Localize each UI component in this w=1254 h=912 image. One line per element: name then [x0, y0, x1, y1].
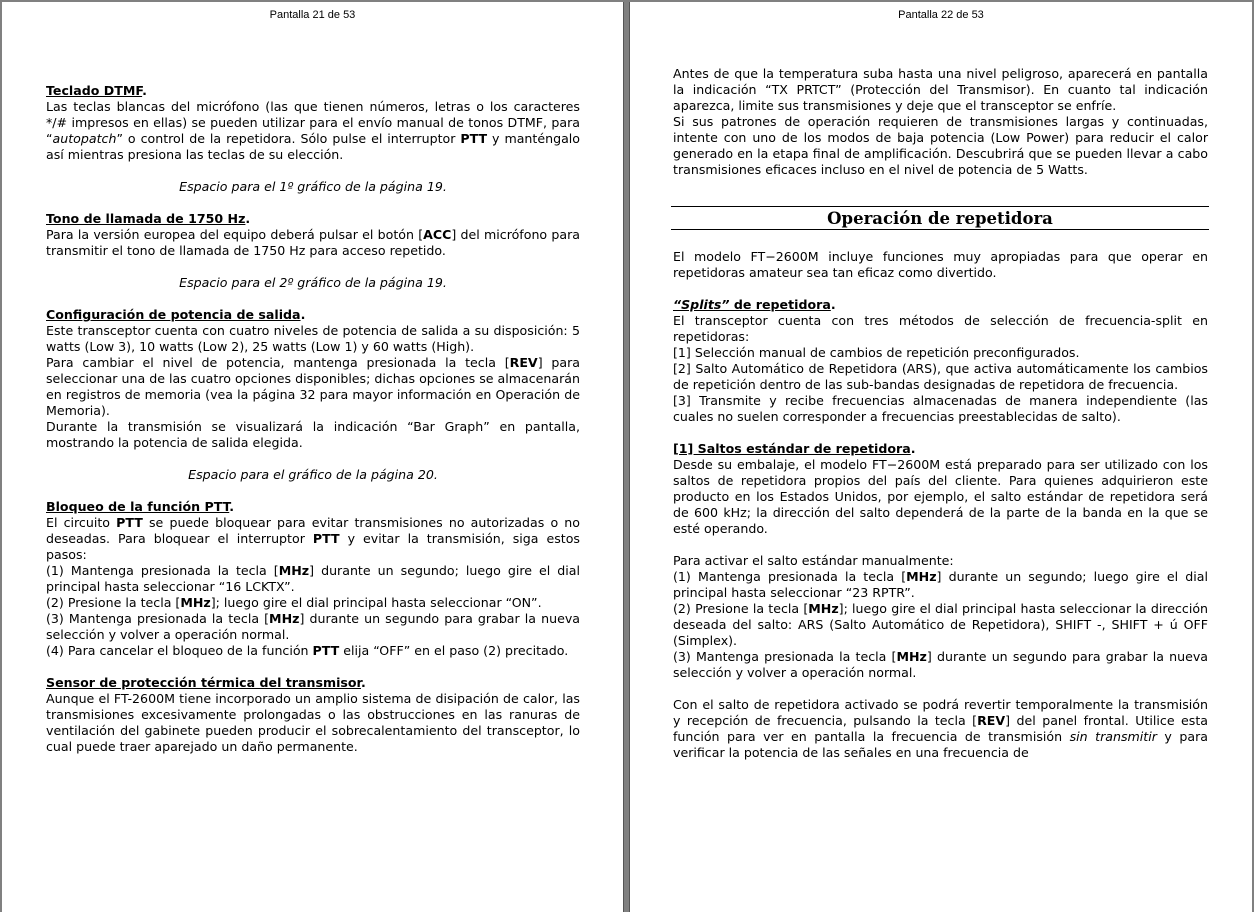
page-header-right: Pantalla 22 de 53 — [898, 9, 984, 21]
ptt-lock-step-3: (3) Mantenga presionada la tecla [MHz] durante un segundo para grabar la nueva selección y volver a operación normal. — [46, 611, 580, 642]
ptt-lock-paragraph: El circuito PTT se puede bloquear para evitar transmisiones no autorizadas o no deseadas. Para bloquear el interruptor PTT y evitar la transmisión, siga estos pasos: — [46, 515, 580, 562]
left-page — [2, 2, 624, 912]
right-page — [629, 2, 1252, 912]
standard-paragraph-3: Con el salto de repetidora activado se podrá revertir temporalmente la transmisión y recepción de frecuencia, pulsando la tecla [REV] del panel frontal. Utilice esta función para ver en pantalla la frecuencia de transmisión sin transmitir y para verificar la potencia de las señales en una frecuencia de — [673, 697, 1208, 760]
graphic-placeholder-2: Espacio para el 2º gráfico de la página 19. — [179, 275, 447, 290]
section-title: Operación de repetidora — [671, 206, 1209, 230]
thermal-cont-paragraph-2: Si sus patrones de operación requieren de transmisiones largas y continuadas, intente con uno de los modos de baja potencia (Low Power) para reducir el calor generado en la etapa final de amplificación. Descubrirá que se pueden llevar a cabo transmisiones eficaces incluso en el nivel de potencia de 5 Watts. — [673, 114, 1208, 177]
power-paragraph-3: Durante la transmisión se visualizará la indicación “Bar Graph” en pantalla, mostrando la potencia de salida elegida. — [46, 419, 580, 450]
thermal-heading: Sensor de protección térmica del transmisor. — [46, 675, 366, 690]
ptt-lock-step-2: (2) Presione la tecla [MHz]; luego gire el dial principal hasta seleccionar “ON”. — [46, 595, 542, 610]
splits-item-1: [1] Selección manual de cambios de repetición preconfigurados. — [673, 345, 1080, 360]
splits-item-2: [2] Salto Automático de Repetidora (ARS), que activa automáticamente los cambios de repetición dentro de las sub-bandas designadas de repetidora de frecuencia. — [673, 361, 1208, 392]
standard-heading: [1] Saltos estándar de repetidora. — [673, 441, 916, 456]
ptt-lock-step-1: (1) Mantenga presionada la tecla [MHz] durante un segundo; luego gire el dial principal hasta seleccionar “16 LCKTX”. — [46, 563, 580, 594]
graphic-placeholder-3: Espacio para el gráfico de la página 20. — [188, 467, 438, 482]
repeater-intro: El modelo FT−2600M incluye funciones muy apropiadas para que operar en repetidoras amateur sea tan eficaz como divertido. — [673, 249, 1208, 280]
standard-paragraph-1: Desde su embalaje, el modelo FT−2600M está preparado para ser utilizado con los saltos de repetidora propios del país del cliente. Para quienes adquirieron este producto en los Estados Unidos, por ejemplo, el salto estándar de repetidora será de 600 kHz; la dirección del salto dependerá de la parte de la banda en la que se esté operando. — [673, 457, 1208, 536]
page-header-left: Pantalla 21 de 53 — [269, 9, 356, 21]
tone-heading: Tono de llamada de 1750 Hz. — [46, 211, 251, 226]
graphic-placeholder-1: Espacio para el 1º gráfico de la página 19. — [179, 179, 447, 194]
tone-paragraph: Para la versión europea del equipo deberá pulsar el botón [ACC] del micrófono para transmitir el tono de llamada de 1750 Hz para acceso repetido. — [46, 227, 580, 258]
thermal-cont-paragraph-1: Antes de que la temperatura suba hasta una nivel peligroso, aparecerá en pantalla la indicación “TX PRTCT” (Protección del Transmisor). En cuanto tal indicación aparezca, limite sus transmisiones y deje que el transceptor se enfríe. — [673, 66, 1208, 113]
splits-paragraph: El transceptor cuenta con tres métodos de selección de frecuencia-split en repetidoras: — [673, 313, 1208, 344]
splits-heading: “Splits” de repetidora. — [673, 297, 836, 312]
dtmf-paragraph: Las teclas blancas del micrófono (las que tienen números, letras o los caracteres */# impresos en ellas) se pueden utilizar para el envío manual de tonos DTMF, para “autopatch” o control de la repetidora. Sólo pulse el interruptor PTT y manténgalo así mientras presiona las teclas de su elección. — [46, 99, 580, 162]
ptt-lock-step-4: (4) Para cancelar el bloqueo de la función PTT elija “OFF” en el paso (2) precitado. — [46, 643, 569, 658]
right-page-content — [673, 66, 1208, 761]
splits-item-3: [3] Transmite y recibe frecuencias almacenadas de manera independiente (las cuales no suelen corresponder a frecuencias preestablecidas de salto). — [673, 393, 1208, 424]
dtmf-heading: Teclado DTMF. — [46, 83, 147, 98]
power-heading: Configuración de potencia de salida. — [46, 307, 306, 322]
standard-step-3: (3) Mantenga presionada la tecla [MHz] durante un segundo para grabar la nueva selección y volver a operación normal. — [673, 649, 1209, 680]
standard-step-1: (1) Mantenga presionada la tecla [MHz] durante un segundo; luego gire el dial principal hasta seleccionar “23 RPTR”. — [673, 569, 1208, 600]
left-page-content — [46, 83, 580, 755]
standard-paragraph-2: Para activar el salto estándar manualmente: — [673, 553, 954, 568]
power-paragraph-1: Este transceptor cuenta con cuatro niveles de potencia de salida a su disposición: 5 watts (Low 3), 10 watts (Low 2), 25 watts (Low 1) y 60 watts (High). — [46, 323, 580, 354]
thermal-paragraph: Aunque el FT-2600M tiene incorporado un amplio sistema de disipación de calor, las transmisiones excesivamente prolongadas o las obstrucciones en las ranuras de ventilación del gabinete pueden producir el sobrecalentamiento del transceptor, lo cual puede traer aparejado un daño permanente. — [46, 691, 580, 754]
standard-step-2: (2) Presione la tecla [MHz]; luego gire el dial principal hasta seleccionar la dirección deseada del salto: ARS (Salto Automático de Repetidora), SHIFT -, SHIFT + ú OFF (Simplex). — [673, 601, 1209, 648]
ptt-lock-heading: Bloqueo de la función PTT. — [46, 499, 235, 514]
power-paragraph-2: Para cambiar el nivel de potencia, mantenga presionada la tecla [REV] para seleccionar una de las cuatro opciones disponibles; dichas opciones se almacenarán en registros de memoria (vea la página 32 para mayor información en Operación de Memoria). — [46, 355, 580, 418]
